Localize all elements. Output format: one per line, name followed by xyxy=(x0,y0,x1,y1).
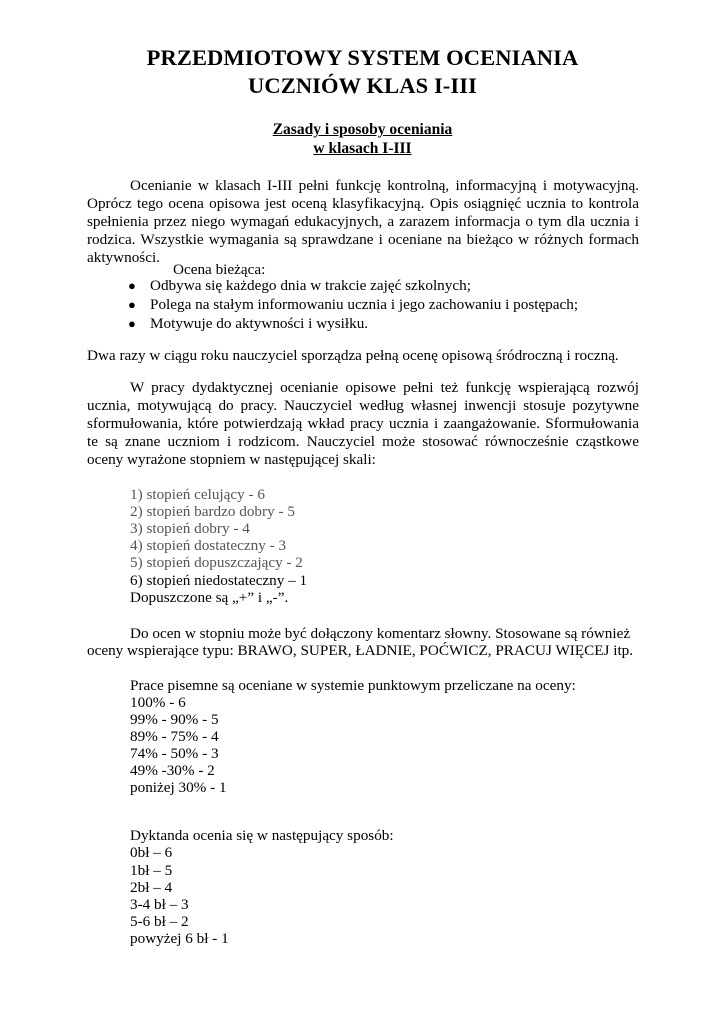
written-work-heading: Prace pisemne są oceniane w systemie punktowym przeliczane na oceny: xyxy=(130,677,576,694)
list-item: 74% - 50% - 3 xyxy=(130,745,219,762)
intro-paragraph: Ocenianie w klasach I-III pełni funkcję kontrolną, informacyjną i motywacyjną. Oprócz tego ocena opisowa jest oceną klasyfikacyjną. Opis osiągnięć ucznia to kontrola spełnienia przez niego wymagań edukacyjnych, a zarazem informacja o tym dla ucznia i rodzica. Wszystkie wymagania są sprawdzane i oceniane na bieżąco w różnych formach aktywności. xyxy=(87,177,639,266)
current-grade-heading: Ocena bieżąca: xyxy=(173,261,266,278)
list-item: 6) stopień niedostateczny – 1 xyxy=(130,572,308,589)
list-item: 1bł – 5 xyxy=(130,862,173,879)
list-item: 5) stopień dopuszczający - 2 xyxy=(130,554,303,571)
list-item: 2bł – 4 xyxy=(130,879,173,896)
list-item: 89% - 75% - 4 xyxy=(130,728,219,745)
list-item: 5-6 bł – 2 xyxy=(130,913,189,930)
list-item: ● Odbywa się każdego dnia w trakcie zajęć szkolnych; xyxy=(128,277,471,294)
list-item: poniżej 30% - 1 xyxy=(130,779,227,796)
comment-line-1: Do ocen w stopniu może być dołączony komentarz słowny. Stosowane są również xyxy=(130,625,631,642)
list-item: powyżej 6 bł - 1 xyxy=(130,930,229,947)
section-subtitle-line-2: w klasach I-III xyxy=(313,140,412,157)
list-item: ● Motywuje do aktywności i wysiłku. xyxy=(128,315,369,332)
dictation-heading: Dyktanda ocenia się w następujący sposób: xyxy=(130,827,394,844)
supportive-paragraph: W pracy dydaktycznej ocenianie opisowe pełni też funkcję wspierającą rozwój ucznia, motywującą do pracy. Nauczyciel według własnej inwencji stosuje pozytywne sformułowania, które potwierdzają wkład pracy ucznia i zaangażowanie. Sformułowania te są znane uczniom i rodzicom. Nauczyciel może stosować równocześnie cząstkowe oceny wyrażone stopniem w następującej skali: xyxy=(87,379,639,468)
list-item: 4) stopień dostateczny - 3 xyxy=(130,537,287,554)
bullet-icon: ● xyxy=(128,316,136,331)
list-item: 49% -30% - 2 xyxy=(130,762,215,779)
current-grade-list xyxy=(128,276,578,333)
list-item: ● Polega na stałym informowaniu ucznia i jego zachowaniu i postępach; xyxy=(128,296,579,313)
bullet-icon: ● xyxy=(128,278,136,293)
bullet-icon: ● xyxy=(128,297,136,312)
plus-minus-note: Dopuszczone są „+” i „-”. xyxy=(130,589,289,606)
list-item: 99% - 90% - 5 xyxy=(130,711,219,728)
list-item: 3) stopień dobry - 4 xyxy=(130,520,250,537)
section-subtitle-line-1: Zasady i sposoby oceniania xyxy=(272,121,453,138)
list-item: 3-4 bł – 3 xyxy=(130,896,189,913)
document-title-line-1: PRZEDMIOTOWY SYSTEM OCENIANIA xyxy=(146,45,579,70)
comment-line-2: oceny wspierające typu: BRAWO, SUPER, ŁADNIE, POĆWICZ, PRACUJ WIĘCEJ itp. xyxy=(87,642,634,659)
list-item: 2) stopień bardzo dobry - 5 xyxy=(130,503,295,520)
twice-a-year-note: Dwa razy w ciągu roku nauczyciel sporządza pełną ocenę opisową śródroczną i roczną. xyxy=(87,347,619,364)
list-item: 100% - 6 xyxy=(130,694,186,711)
list-item: 1) stopień celujący - 6 xyxy=(130,486,265,503)
document-title-line-2: UCZNIÓW KLAS I-III xyxy=(248,73,477,98)
list-item: 0bł – 6 xyxy=(130,844,173,861)
